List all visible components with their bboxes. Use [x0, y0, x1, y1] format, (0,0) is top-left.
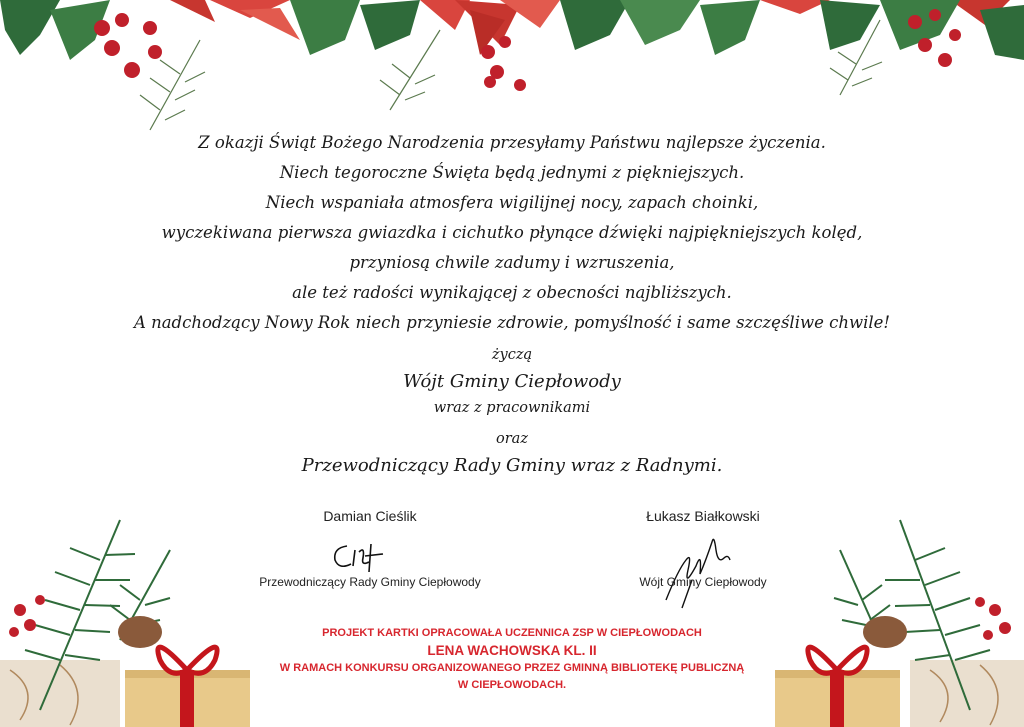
- wishes-line: ale też radości wynikającej z obecności najbliższych.: [292, 283, 732, 302]
- credit-line: PROJEKT KARTKI OPRACOWAŁA UCZENNICA ZSP W CIEPŁOWODACH: [322, 627, 702, 639]
- wishes-text: [100, 128, 924, 338]
- signer-name: Łukasz Białkowski: [646, 508, 760, 524]
- senders-with-staff: wraz z pracownikami: [433, 400, 591, 416]
- handwritten-signature: [325, 536, 395, 576]
- signer-role: Wójt Gminy Ciepłowody: [639, 575, 767, 589]
- credit-line: W CIEPŁOWODACH.: [457, 679, 567, 691]
- signature-mayor: [563, 508, 843, 589]
- senders-block: [212, 343, 812, 480]
- wishes-line: Niech tegoroczne Święta będą jednymi z piękniejszych.: [279, 163, 745, 182]
- signer-role: Przewodniczący Rady Gminy Ciepłowody: [259, 575, 481, 589]
- pine-cone: [863, 616, 907, 648]
- senders-mayor: Wójt Gminy Ciepłowody: [403, 371, 621, 392]
- signer-name: Damian Cieślik: [323, 508, 417, 524]
- wishes-line: Z okazji Świąt Bożego Narodzenia przesyłamy Państwu najlepsze życzenia.: [198, 133, 826, 152]
- wishes-line: wyczekiwana pierwsza gwiazdka i cichutko płynące dźwięki najpiękniejszych kolęd,: [161, 223, 863, 242]
- wishes-line: przyniosą chwile zadumy i wzruszenia,: [349, 253, 675, 272]
- card-credit: [262, 625, 762, 694]
- holly-garland: [0, 0, 1024, 140]
- red-berries: [975, 597, 1011, 640]
- poinsettia-left: [170, 0, 300, 40]
- gift-decoration-right: [770, 510, 1024, 727]
- credit-line: W RAMACH KONKURSU ORGANIZOWANEGO PRZEZ GMINNĄ BIBLIOTEKĘ PUBLICZNĄ: [279, 662, 745, 674]
- handwritten-signature: [658, 530, 748, 610]
- red-berries: [9, 595, 45, 637]
- wishes-line: A nadchodzący Nowy Rok niech przyniesie zdrowie, pomyślność i same szczęśliwe chwile!: [133, 313, 891, 332]
- credit-author: LENA WACHOWSKA KL. II: [427, 643, 597, 658]
- wrapped-gift: [910, 660, 1024, 727]
- wrapped-gift: [0, 660, 120, 727]
- gift-box: [775, 647, 900, 727]
- senders-and: oraz: [496, 431, 528, 447]
- gift-box: [125, 647, 250, 727]
- gift-decoration-left: [0, 510, 260, 727]
- wishes-line: Niech wspaniała atmosfera wigilijnej nocy, zapach choinki,: [265, 193, 759, 212]
- pine-cone: [118, 616, 162, 648]
- senders-council: Przewodniczący Rady Gminy wraz z Radnymi.: [301, 455, 723, 476]
- signature-council-chair: [230, 508, 510, 589]
- senders-intro: życzą: [491, 347, 533, 363]
- pine-branches: [140, 20, 882, 130]
